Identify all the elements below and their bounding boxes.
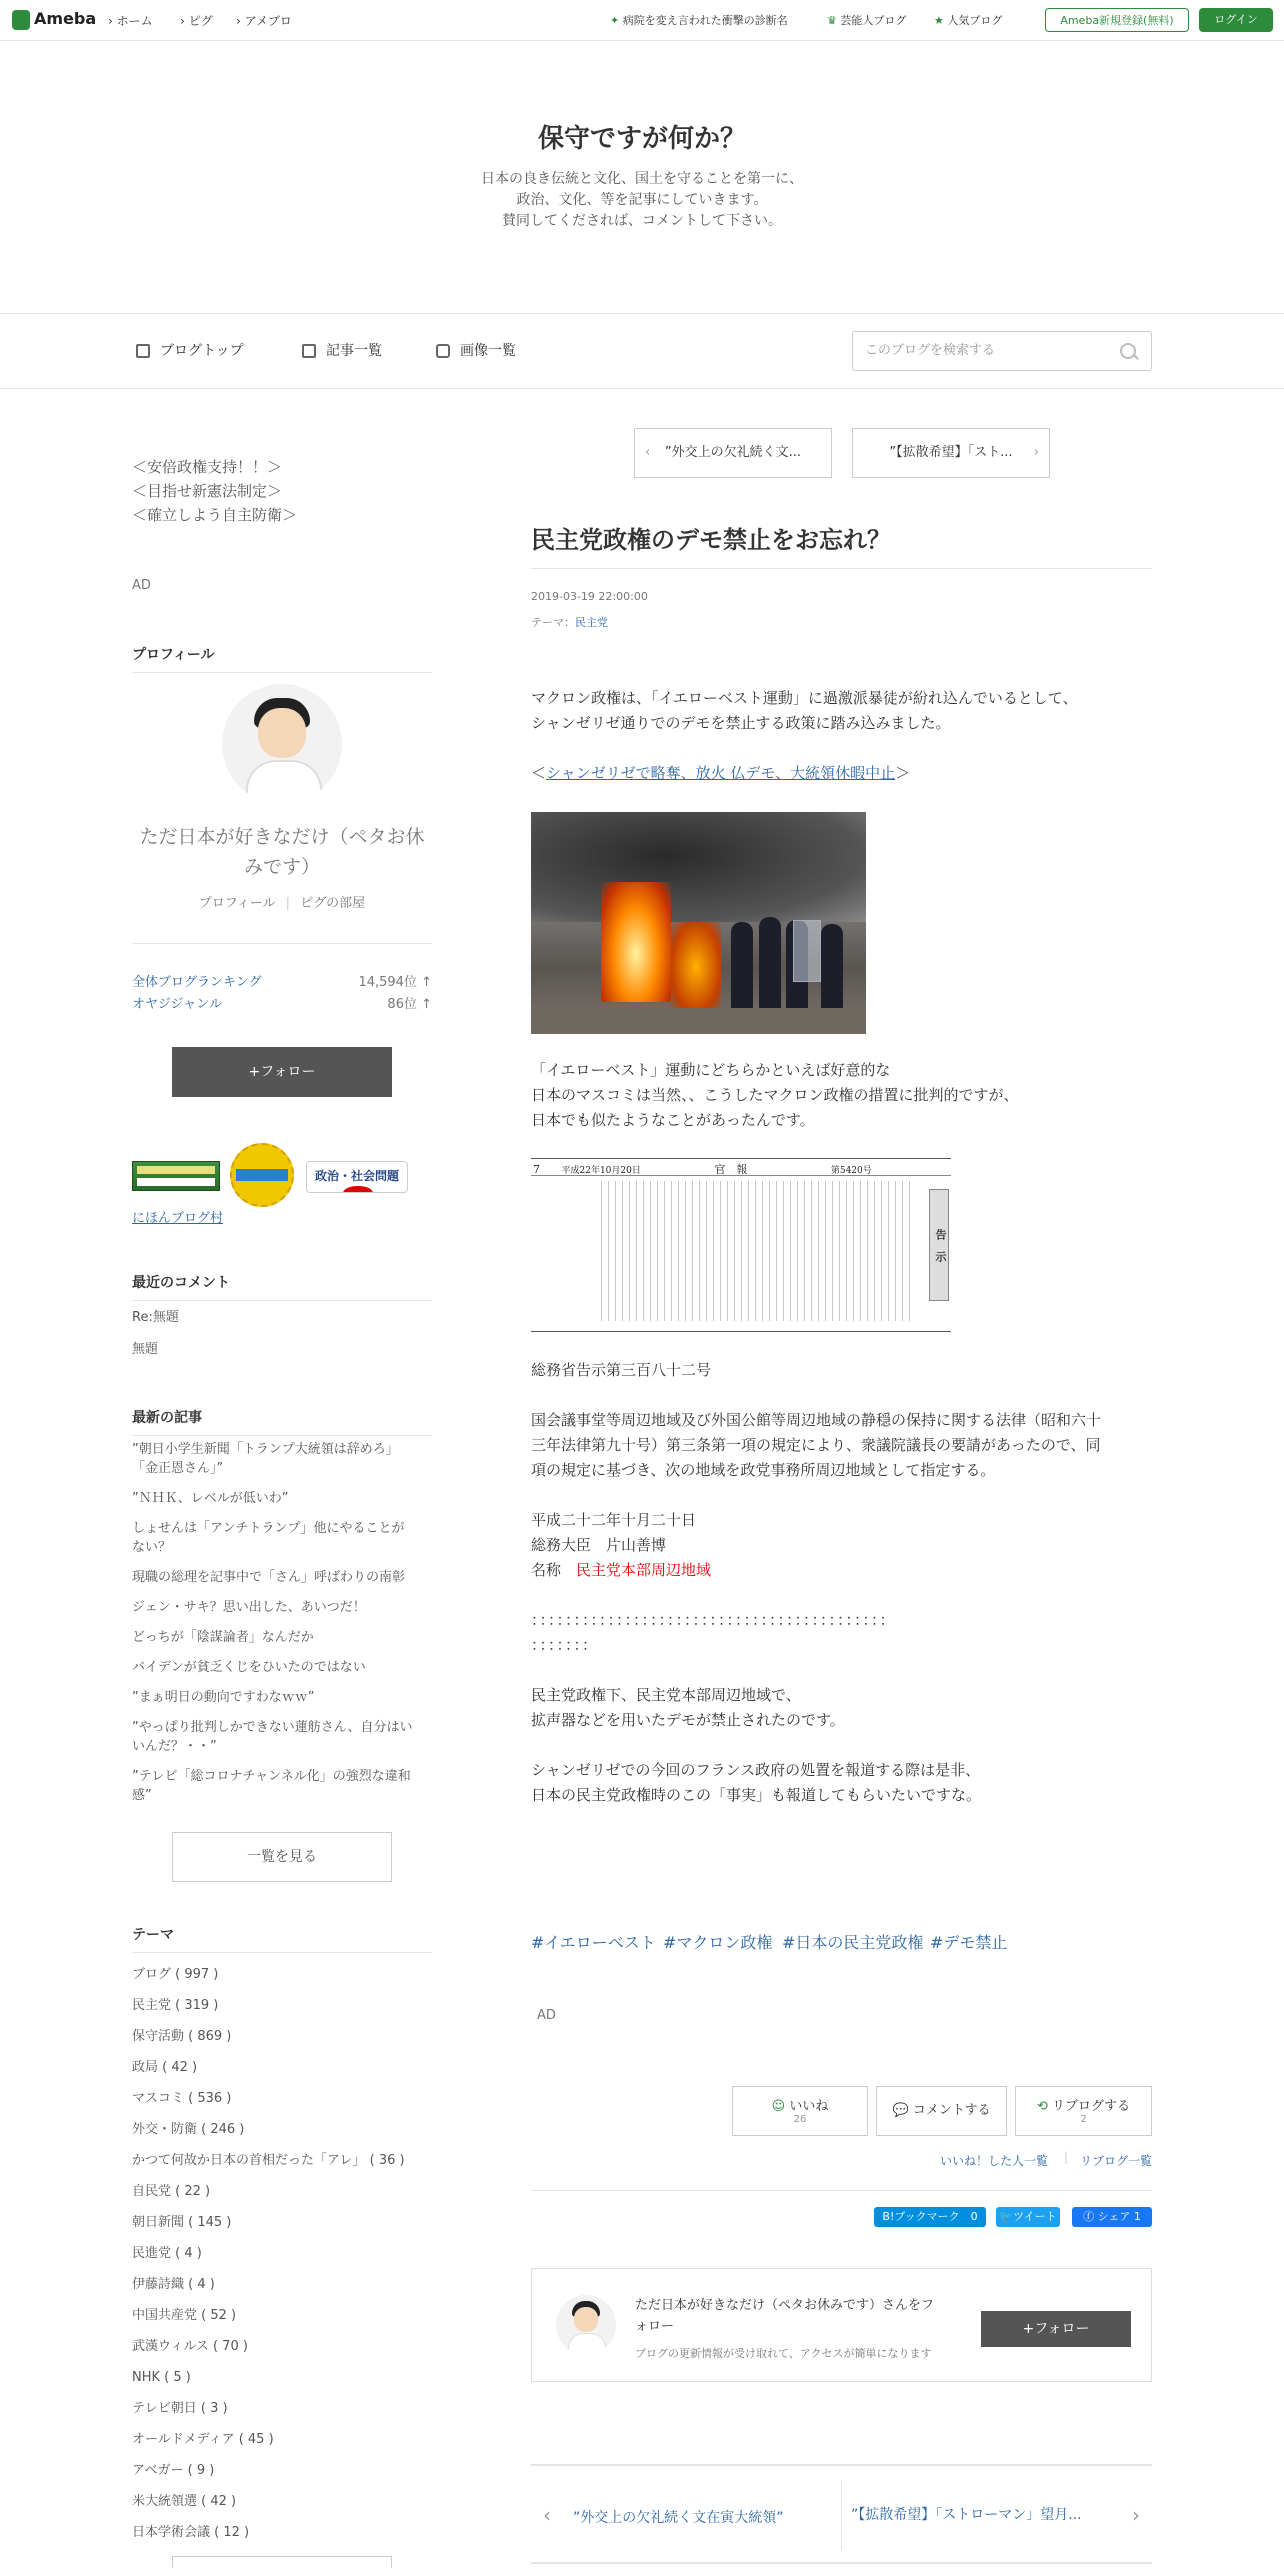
theme-link[interactable]: 民進党 ( 4 ) (132, 2246, 202, 2261)
facebook-icon: ⓕ (1083, 2210, 1095, 2223)
paragraph: 民主党政権下、民主党本部周辺地域で、 拡声器などを用いたデモが禁止されたのです。 (531, 1686, 845, 1729)
chevron-right-icon: › (1033, 445, 1039, 460)
smile-icon: ☺ (771, 2099, 786, 2114)
like-count: 26 (793, 2114, 807, 2125)
document-icon (136, 344, 150, 358)
divider (0, 388, 1284, 389)
divider (0, 313, 1284, 314)
theme-link[interactable]: テレビ朝日 ( 3 ) (132, 2401, 228, 2416)
latest-entry-link[interactable]: ”ＮＨＫ、レベルが低いわ” (132, 1491, 289, 1506)
facebook-share-button[interactable]: ⓕ シェア 1 (1072, 2207, 1152, 2227)
slogan: ＜目指せ新憲法制定＞ (132, 482, 283, 500)
nav-image-list[interactable]: 画像一覧 (436, 340, 516, 360)
profile-link[interactable]: プロフィール (198, 896, 276, 911)
avatar[interactable] (556, 2295, 616, 2355)
hashtag-link[interactable]: #マクロン政権 (663, 1933, 773, 1952)
paragraph: マクロン政権は、「イエローベスト運動」に過激派暴徒が紛れ込んでいるとして、 シャンゼリゼ通りでのデモを禁止する政策に踏み込みました。 (531, 689, 1078, 732)
entry-title: 民主党政権のデモ禁止をお忘れ？ (531, 526, 891, 554)
gazette-image[interactable] (531, 1158, 951, 1332)
divider (531, 2562, 1152, 2564)
divider (132, 943, 432, 944)
entry-theme: テーマ：民主党 (531, 616, 608, 629)
latest-entry-link[interactable]: バイデンが貧乏くじをひいたのではない (132, 1660, 366, 1675)
law-text: 国会議事堂等周辺地域及び外国公館等周辺地域の静穏の保持に関する法律（昭和六十 三年法律第九十号）第三条第一項の規定により、衆議院議長の要請があったので、同 項の規定に基づき、次の地域を政党事務所周辺地域として指定する。 (531, 1411, 1102, 1479)
avatar-body (568, 2333, 606, 2355)
comment-icon: 💬 (892, 2103, 909, 2118)
follow-card-title: ただ日本が好きなだけ（ペタお休みです）さんをフ ォロー (635, 2298, 935, 2334)
bird-icon: 🐦 (999, 2210, 1014, 2223)
theme-link[interactable]: かつて何故か日本の首相だった「アレ」 ( 36 ) (132, 2153, 405, 2168)
register-button[interactable]: Ameba新規登録(無料) (1045, 8, 1189, 32)
latest-entry-link[interactable]: しょせんは「アンチトランプ」他にやることが ない？ (132, 1521, 405, 1555)
riot-photo[interactable] (531, 812, 866, 1034)
login-button[interactable]: ログイン (1199, 8, 1273, 32)
separator (841, 2480, 842, 2550)
theme-link[interactable]: ブログ ( 997 ) (132, 1967, 219, 1982)
ranking-genre-label[interactable]: オヤジジャンル (132, 997, 222, 1012)
recent-comment-link[interactable]: 無題 (132, 1342, 159, 1357)
reblog-count: 2 (1080, 2114, 1087, 2125)
smoke (531, 812, 866, 922)
theme-link[interactable]: 中国共産党 ( 52 ) (132, 2308, 237, 2323)
star-icon: ★ (934, 14, 944, 27)
nav-entry-list[interactable]: 記事一覧 (302, 340, 382, 360)
follow-button[interactable]: +フォロー (172, 1047, 392, 1097)
gazette-text-block (601, 1181, 911, 1321)
latest-entries-heading: 最新の記事 (132, 1407, 432, 1436)
paragraph: シャンゼリゼでの今回のフランス政府の処置を報道する際は是非、 日本の民主党政権時のこの「事実」も報道してもらいたいですな。 (531, 1761, 982, 1804)
link-popular-blog[interactable]: ★ 人気ブログ (934, 14, 1003, 27)
avatar-face (574, 2307, 598, 2332)
ranking-overall-value: 14,594位 ↑ (358, 975, 432, 990)
ad-label: AD (132, 578, 151, 593)
separator: | (1064, 2150, 1069, 2164)
theme-link[interactable]: アベガー ( 9 ) (132, 2463, 215, 2478)
theme-link[interactable]: 日本学術会議 ( 12 ) (132, 2525, 250, 2540)
next-entry-button[interactable]: ”【拡散希望】「スト... › (852, 428, 1050, 478)
theme-link[interactable]: 伊藤詩織 ( 4 ) (132, 2277, 215, 2292)
police-officer (821, 924, 843, 1012)
fire (601, 882, 671, 1002)
theme-link[interactable]: 保守活動 ( 869 ) (132, 2029, 232, 2044)
riot-shield (793, 920, 821, 982)
latest-entry-link[interactable]: 現職の総理を記事中で「さん」呼ばわりの南彰 (132, 1570, 406, 1585)
reblog-icon: ⟲ (1036, 2099, 1048, 2114)
hashtag-link[interactable]: #デモ禁止 (930, 1933, 1008, 1952)
latest-entry-link[interactable]: ”まぁ明日の動向ですわなｗｗ” (132, 1690, 315, 1705)
latest-entry-link[interactable]: ”やっぱり批判しかできない蓮舫さん、自分はい いんだ？・・” (132, 1720, 413, 1754)
banner-stripe (137, 1166, 215, 1174)
theme-link[interactable]: 民主党 ( 319 ) (132, 1998, 219, 2013)
blog-description-line: 日本の良き伝統と文化、国土を守ることを第一に、 (481, 171, 803, 187)
article-link-line: ＜シャンゼリゼで略奪、放火 仏デモ、大統領休暇中止＞ (531, 764, 911, 782)
crown-icon: ♛ (827, 14, 837, 27)
hashtag-link[interactable]: #日本の民主党政権 (782, 1933, 924, 1952)
banner-sun (343, 1186, 373, 1193)
ranking-medal-banner[interactable] (230, 1143, 294, 1207)
chevron-left-icon: ‹ (543, 2503, 551, 2527)
notice-number: 総務省告示第三百八十二号 (531, 1361, 712, 1379)
latest-entry-link[interactable]: ”テレビ「総コロナチャンネル化」の強烈な違和 感” (132, 1769, 411, 1803)
latest-entries-list (132, 1440, 432, 1805)
tweet-button[interactable]: 🐦ツイート (996, 2207, 1060, 2227)
entry-date: 2019-03-19 22:00:00 (531, 590, 648, 603)
area-name: 民主党本部周辺地域 (576, 1561, 712, 1579)
ameba-frog-icon (12, 10, 30, 30)
police-officer (759, 917, 781, 1012)
copy-icon (302, 344, 316, 358)
divider (531, 2190, 1152, 2191)
theme-link[interactable]: 自民党 ( 22 ) (132, 2184, 211, 2199)
dotted-separator: ：：：：：：：：：：：：：：：：：：：：：：：：：：：：：：：：：：：：：：：：：： ：：：：：：： (531, 1611, 896, 1654)
divider (531, 2464, 1152, 2466)
nav-ameblo[interactable]: › アメブロ (236, 14, 292, 28)
article-link[interactable]: シャンゼリゼで略奪、放火 仏デモ、大統領休暇中止 (546, 764, 896, 782)
avatar-body (246, 760, 322, 804)
like-button[interactable]: ☺ いいね 26 (732, 2086, 868, 2136)
theme-link[interactable]: 外交・防衛 ( 246 ) (132, 2122, 245, 2137)
theme-link[interactable]: 朝日新聞 ( 145 ) (132, 2215, 232, 2230)
banner-stripe (137, 1178, 215, 1186)
nihon-blog-link[interactable]: にほんブログ村 (132, 1211, 224, 1226)
link-hospital[interactable]: ✦ 病院を変え言われた衝撃の診断名 (610, 14, 788, 27)
theme-link[interactable]: 政局 ( 42 ) (132, 2060, 198, 2075)
blog-description-line: 賛同してくだされば、コメントして下さい。 (502, 213, 782, 229)
prev-entry-button[interactable]: ‹ ”外交上の欠礼続く文... (634, 428, 832, 478)
search-icon[interactable] (1120, 343, 1136, 359)
follow-card-subtitle: ブログの更新情報が受け取れて、アクセスが簡単になります (635, 2347, 932, 2360)
latest-entry-link[interactable]: ”朝日小学生新聞「トランプ大統領は辞めろ」 「金正恩さん」” (132, 1442, 399, 1476)
ameba-logo[interactable]: Ameba (12, 9, 96, 30)
theme-link[interactable]: 米大統領選 ( 42 ) (132, 2494, 237, 2509)
reblog-button[interactable]: ⟲ リブログする 2 (1015, 2086, 1152, 2136)
theme-link[interactable]: 武漢ウィルス ( 70 ) (132, 2339, 248, 2354)
hashtag-link[interactable]: #イエローベスト (531, 1933, 656, 1952)
gazette-header: 7 平成22年10月20日 官 報 第5420号 (533, 1163, 872, 1176)
nav-blog-top[interactable]: ブログトップ (136, 340, 244, 360)
blog-ranking-banner[interactable] (132, 1161, 220, 1191)
profile-name[interactable]: ただ日本が好きなだけ（ペタお休 みです） (139, 826, 425, 878)
ranking-genre-value: 86位 ↑ (387, 997, 432, 1012)
banner-ribbon (236, 1169, 288, 1181)
see-all-themes-button[interactable] (172, 2556, 392, 2568)
pigg-room-link[interactable]: ピグの部屋 (300, 896, 366, 911)
gazette-rule (531, 1175, 951, 1176)
politics-banner[interactable]: 政治・社会問題 (306, 1161, 408, 1193)
link-celebrity-blog[interactable]: ♛ 芸能人ブログ (827, 14, 907, 27)
entry-theme-link[interactable]: 民主党 (575, 616, 608, 629)
profile-heading: プロフィール (132, 644, 432, 673)
bottom-next-entry[interactable]: ”【拡散希望】「ストローマン」望月... › (851, 2480, 1152, 2550)
see-all-button[interactable]: 一覧を見る (172, 1832, 392, 1882)
avatar-face (258, 708, 306, 758)
nav-pigg[interactable]: › ピグ (180, 14, 213, 28)
recent-comment-link[interactable]: Re:無題 (132, 1310, 179, 1325)
chevron-right-icon: › (1132, 2503, 1140, 2527)
top-bar (0, 0, 1284, 41)
theme-list (132, 1959, 452, 2548)
ranking-overall-label[interactable]: 全体ブログランキング (132, 975, 262, 990)
divider (531, 568, 1152, 569)
recent-comments-heading: 最近のコメント (132, 1272, 432, 1301)
camera-icon (436, 344, 450, 358)
theme-link[interactable]: マスコミ ( 536 ) (132, 2091, 232, 2106)
theme-link[interactable]: NHK ( 5 ) (132, 2370, 191, 2385)
blog-description-line: 政治、文化、等を記事にしていきます。 (516, 192, 768, 208)
ad-label: AD (537, 2008, 556, 2023)
latest-entry-link[interactable]: どっちが「陰謀論者」なんだか (132, 1630, 314, 1645)
comment-button[interactable]: 💬 コメントする (876, 2086, 1007, 2136)
slogan: ＜安倍政権支持！！＞ (132, 458, 283, 476)
profile-links: プロフィール | ピグの部屋 (198, 896, 366, 911)
paragraph: 「イエローベスト」運動にどちらかといえば好意的な 日本のマスコミは当然、、こうしたマクロン政権の措置に批判的ですが、 日本でも似たようなことがあったんです。 (531, 1061, 1019, 1129)
sparkle-icon: ✦ (610, 14, 620, 27)
blog-title[interactable]: 保守ですが何か？ (537, 124, 746, 154)
signature: 平成二十二年十月二十日 総務大臣 片山善博 名称 民主党本部周辺地域 (531, 1511, 712, 1579)
police-officer (731, 922, 753, 1012)
gazette-notice-tab: 告 示 (929, 1189, 949, 1301)
slogan: ＜確立しよう自主防衛＞ (132, 506, 298, 524)
nav-home[interactable]: › ホーム (108, 14, 153, 28)
avatar[interactable] (222, 684, 342, 804)
chevron-left-icon: ‹ (645, 445, 651, 460)
hatena-bookmark-button[interactable]: B!ブックマーク 0 (874, 2207, 986, 2227)
like-list-link[interactable]: いいね！した人一覧 (940, 2154, 1049, 2168)
bottom-prev-entry[interactable]: ‹ ”外交上の欠礼続く文在寅大統領” (543, 2503, 784, 2527)
follow-card (531, 2268, 1152, 2382)
blog-search-input[interactable]: このブログを検索する (852, 331, 1152, 371)
fire (671, 922, 721, 1012)
street (531, 1008, 866, 1034)
latest-entry-link[interactable]: ジェン・サキ？思い出した、あいつだ！ (132, 1600, 366, 1615)
reblog-list-link[interactable]: リブログ一覧 (1080, 2154, 1153, 2168)
follow-button[interactable]: +フォロー (981, 2311, 1131, 2347)
theme-link[interactable]: オールドメディア ( 45 ) (132, 2432, 274, 2447)
theme-heading: テーマ (132, 1924, 432, 1953)
